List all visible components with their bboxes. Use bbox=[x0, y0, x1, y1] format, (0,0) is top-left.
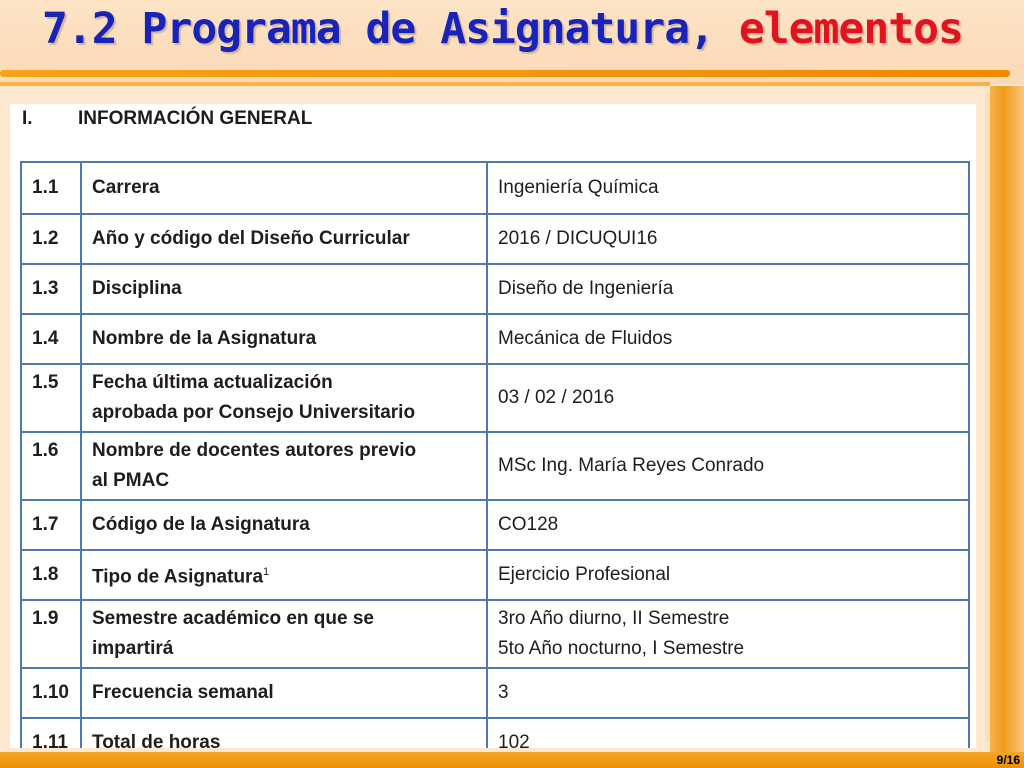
row-value-line: 5to Año nocturno, I Semestre bbox=[498, 638, 745, 659]
table-row bbox=[21, 314, 969, 364]
general-info-table bbox=[20, 161, 970, 748]
table-row bbox=[21, 550, 969, 600]
right-decorative-bar bbox=[990, 86, 1024, 754]
row-label-text: Tipo de Asignatura bbox=[92, 566, 264, 588]
row-value: Diseño de Ingeniería bbox=[487, 264, 969, 314]
row-value: 3 bbox=[487, 668, 969, 718]
table-row bbox=[21, 364, 969, 432]
row-value: 2016 / DICUQUI16 bbox=[487, 214, 969, 264]
row-label bbox=[81, 432, 487, 500]
row-label bbox=[81, 364, 487, 432]
row-label: Total de horas bbox=[81, 718, 487, 748]
title-main: 7.2 Programa de Asignatura, bbox=[42, 4, 739, 54]
table-row bbox=[21, 264, 969, 314]
section-number: I. bbox=[22, 108, 33, 129]
title-underline bbox=[0, 70, 1010, 77]
table-row bbox=[21, 432, 969, 500]
row-label-line: impartirá bbox=[92, 638, 174, 659]
row-value: MSc Ing. María Reyes Conrado bbox=[487, 432, 969, 500]
document-image bbox=[10, 104, 976, 748]
row-value: Ejercicio Profesional bbox=[487, 550, 969, 600]
row-label-line: Nombre de docentes autores previo bbox=[92, 440, 417, 461]
row-number: 1.8 bbox=[21, 550, 81, 600]
row-number: 1.11 bbox=[21, 718, 81, 748]
row-number: 1.3 bbox=[21, 264, 81, 314]
row-number: 1.6 bbox=[21, 432, 81, 500]
row-label-line: Fecha última actualización bbox=[92, 372, 333, 393]
row-value: Mecánica de Fluidos bbox=[487, 314, 969, 364]
row-label: Disciplina bbox=[81, 264, 487, 314]
row-label-line: al PMAC bbox=[92, 470, 170, 491]
row-value: Ingeniería Química bbox=[487, 162, 969, 214]
row-value: 102 bbox=[487, 718, 969, 748]
slide-title bbox=[42, 4, 963, 54]
table-row bbox=[21, 500, 969, 550]
table-row bbox=[21, 718, 969, 748]
title-underline-secondary bbox=[0, 82, 990, 86]
row-label: Código de la Asignatura bbox=[81, 500, 487, 550]
row-value: CO128 bbox=[487, 500, 969, 550]
row-value-line: 3ro Año diurno, II Semestre bbox=[498, 608, 730, 629]
row-value bbox=[487, 600, 969, 668]
table-row bbox=[21, 162, 969, 214]
table-row bbox=[21, 214, 969, 264]
page-number: 9/16 bbox=[996, 753, 1020, 767]
row-label bbox=[81, 600, 487, 668]
row-number: 1.9 bbox=[21, 600, 81, 668]
row-number: 1.5 bbox=[21, 364, 81, 432]
title-accent: elementos bbox=[738, 4, 963, 54]
row-label-line: Semestre académico en que se bbox=[92, 608, 374, 629]
row-number: 1.4 bbox=[21, 314, 81, 364]
row-value: 03 / 02 / 2016 bbox=[487, 364, 969, 432]
row-label: Año y código del Diseño Curricular bbox=[81, 214, 487, 264]
table-row bbox=[21, 668, 969, 718]
row-label: Carrera bbox=[81, 162, 487, 214]
row-label: Nombre de la Asignatura bbox=[81, 314, 487, 364]
row-label bbox=[81, 550, 487, 600]
footnote-marker: 1 bbox=[263, 566, 270, 579]
row-label: Frecuencia semanal bbox=[81, 668, 487, 718]
table-row bbox=[21, 600, 969, 668]
bottom-decorative-bar bbox=[0, 752, 1024, 768]
row-number: 1.1 bbox=[21, 162, 81, 214]
row-label-line: aprobada por Consejo Universitario bbox=[92, 402, 416, 423]
section-title: INFORMACIÓN GENERAL bbox=[78, 108, 313, 129]
right-decorative-bar-highlight bbox=[985, 92, 990, 742]
row-number: 1.10 bbox=[21, 668, 81, 718]
row-number: 1.2 bbox=[21, 214, 81, 264]
row-number: 1.7 bbox=[21, 500, 81, 550]
section-heading bbox=[22, 108, 312, 130]
